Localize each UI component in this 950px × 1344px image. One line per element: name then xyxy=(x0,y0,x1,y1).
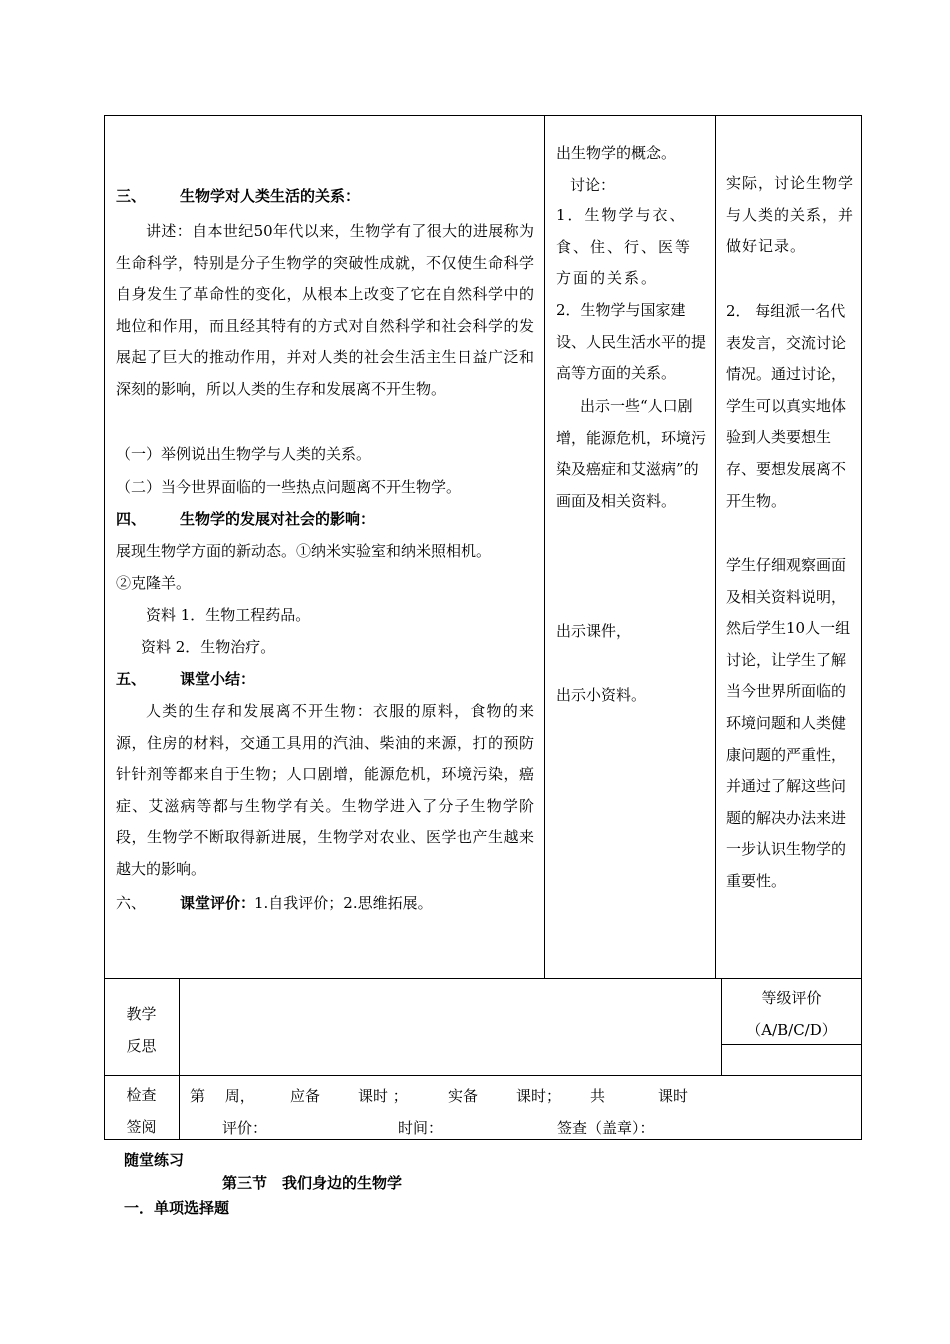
label-col-divider xyxy=(179,978,180,1140)
section-3-number: 三、 xyxy=(116,187,147,205)
question-heading: 一．单项选择题 xyxy=(124,1199,230,1217)
section-6-text: 1.自我评价；2.思维拓展。 xyxy=(254,894,433,912)
middle-point-2: 2．生物学与国家建设、人民生活水平的提高等方面的关系。 xyxy=(556,301,707,383)
reference-2: 资料 2．生物治疗。 xyxy=(141,638,276,656)
col-divider-1 xyxy=(544,115,545,978)
check-hours-2: 课时； xyxy=(516,1087,562,1105)
check-actual: 实备 xyxy=(448,1087,479,1105)
middle-concept-line: 出生物学的概念。 xyxy=(556,144,677,162)
reference-1: 资料 1．生物工程药品。 xyxy=(146,606,311,624)
middle-materials: 出示小资料。 xyxy=(556,686,647,704)
section-3-title: 生物学对人类生活的关系： xyxy=(180,187,361,205)
section-4-line-2: ②克隆羊。 xyxy=(116,574,192,592)
middle-point-1: 1．生物学与衣、食、住、行、医等方面的关系。 xyxy=(556,206,693,288)
section-3-body: 讲述：自本世纪50年代以来，生物学有了很大的进展称为生命科学，特别是分子生物学的突破性成就，不仅使生命科学自身发生了革命性的变化，从根本上改变了它在自然科学中的地位和作用，而且经其特有的方式对自然科学和社会科学的发展起了巨大的推动作用，并对人类的社会生活主生日益广泛和深刻的影响，所以人类的生存和发展离不开生物。 xyxy=(116,222,534,398)
reflection-label-1: 教学 xyxy=(126,1005,157,1023)
section-4-line-1: 展现生物学方面的新动态。①纳米实验室和纳米照相机。 xyxy=(116,542,492,560)
grade-label: 等级评价 xyxy=(761,989,822,1007)
row-divider-check xyxy=(104,1075,862,1076)
section-title: 第三节 我们身边的生物学 xyxy=(222,1174,403,1192)
section-6-title: 课堂评价： xyxy=(180,894,256,912)
middle-discuss-label: 讨论： xyxy=(570,176,616,194)
table-left-border xyxy=(104,115,105,1140)
right-text-3: 学生仔细观察画面及相关资料说明，然后学生10人一组讨论，让学生了解当今世界所面临的环境问题和人类健康问题的严重性，并通过了解这些问题的解决办法来进一步认识生物学的重要性。 xyxy=(726,556,851,890)
col-divider-2 xyxy=(715,115,716,978)
table-top-border xyxy=(104,115,862,116)
section-5-body: 人类的生存和发展离不开生物：衣服的原料，食物的来源，住房的材料，交通工具用的汽油、柴油的来源，打的预防针针剂等都来自于生物；人口剧增，能源危机，环境污染，癌症、艾滋病等都与生物学有关。生物学进入了分子生物学阶段，生物学不断取得新进展，生物学对农业、医学也产生越来越大的影响。 xyxy=(116,702,534,878)
check-hours-1: 课时 ； xyxy=(358,1087,408,1105)
reflection-label-2: 反思 xyxy=(126,1037,157,1055)
practice-heading: 随堂练习 xyxy=(124,1151,185,1169)
check-total: 共 xyxy=(590,1087,606,1105)
check-label-2: 签阅 xyxy=(126,1118,157,1136)
middle-show-text: 出示一些“人口剧增，能源危机，环境污染及癌症和艾滋病”的画面及相关资料。 xyxy=(556,397,707,510)
right-text-2: 2． 每组派一名代表发言，交流讨论情况。通过讨论，学生可以真实地体验到人类要想生存、要想发展离不开生物。 xyxy=(726,302,847,510)
check-signature: 签查（盖章）： xyxy=(557,1119,655,1137)
section-5-number: 五、 xyxy=(116,670,147,688)
section-6-number: 六、 xyxy=(116,894,147,912)
check-label-1: 检查 xyxy=(126,1086,157,1104)
section-4-number: 四、 xyxy=(116,510,147,528)
item-2: （二）当今世界面临的一些热点问题离不开生物学。 xyxy=(116,478,462,496)
check-hours-3: 课时 xyxy=(658,1087,689,1105)
grade-options: （A/B/C/D） xyxy=(746,1021,837,1039)
check-evaluation: 评价： xyxy=(222,1119,268,1137)
section-5-title: 课堂小结： xyxy=(180,670,256,688)
item-1: （一）举例说出生物学与人类的关系。 xyxy=(116,445,372,463)
check-prepared: 应备 xyxy=(290,1087,321,1105)
section-4-title: 生物学的发展对社会的影响： xyxy=(180,510,376,528)
check-week: 第 周， xyxy=(190,1087,255,1105)
middle-courseware: 出示课件， xyxy=(556,622,632,640)
right-text-1: 实际，讨论生物学与人类的关系，并做好记录。 xyxy=(726,174,855,256)
check-time: 时间： xyxy=(398,1119,444,1137)
table-bottom-border xyxy=(104,1139,862,1140)
row-divider-main xyxy=(104,978,862,979)
